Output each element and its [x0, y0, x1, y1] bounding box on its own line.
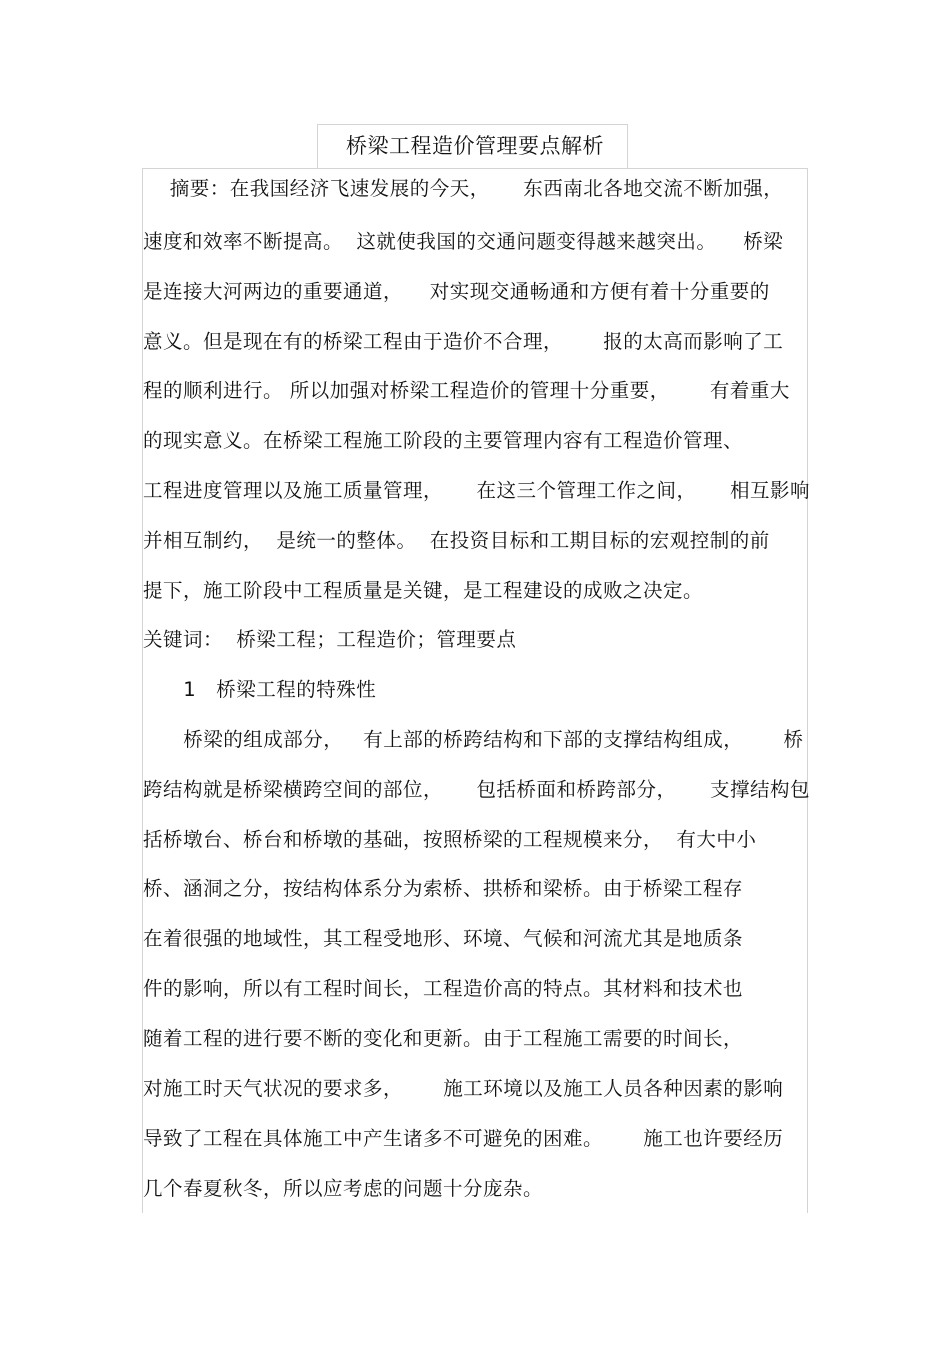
paragraph-line: 桥梁的组成部分， 有上部的桥跨结构和下部的支撑结构组成， 桥 [143, 728, 804, 751]
keywords-line: 关键词： 桥梁工程；工程造价；管理要点 [143, 628, 517, 651]
paragraph-line: 对施工时天气状况的要求多， 施工环境以及施工人员各种因素的影响 [143, 1077, 784, 1100]
paragraph-line: 速度和效率不断提高。 这就使我国的交通问题变得越来越突出。 桥梁 [143, 230, 784, 253]
paragraph-line: 随着工程的进行要不断的变化和更新。由于工程施工需要的时间长， [143, 1027, 744, 1050]
paragraph-line: 件的影响，所以有工程时间长，工程造价高的特点。其材料和技术也 [143, 977, 744, 1000]
paragraph-line: 意义。但是现在有的桥梁工程由于造价不合理， 报的太高而影响了工 [143, 330, 784, 353]
paragraph-line: 程的顺利进行。 所以加强对桥梁工程造价的管理十分重要， 有着重大 [143, 379, 790, 402]
paragraph-line: 桥、涵洞之分，按结构体系分为索桥、拱桥和梁桥。由于桥梁工程存 [143, 877, 744, 900]
paragraph-line: 的现实意义。在桥梁工程施工阶段的主要管理内容有工程造价管理、 [143, 429, 744, 452]
section-heading: 1 桥梁工程的特殊性 [143, 678, 377, 701]
paragraph-line: 括桥墩台、桥台和桥墩的基础，按照桥梁的工程规模来分， 有大中小 [143, 828, 757, 851]
paragraph-line: 提下，施工阶段中工程质量是关键，是工程建设的成败之决定。 [143, 579, 704, 602]
paragraph-line: 摘要：在我国经济飞速发展的今天， 东西南北各地交流不断加强， [143, 177, 784, 200]
paragraph-line: 导致了工程在具体施工中产生诸多不可避免的困难。 施工也许要经历 [143, 1127, 784, 1150]
paragraph-line: 在着很强的地域性，其工程受地形、环境、气候和河流尤其是地质条 [143, 927, 744, 950]
paragraph-line: 几个春夏秋冬，所以应考虑的问题十分庞杂。 [143, 1177, 544, 1200]
paragraph-line: 跨结构就是桥梁横跨空间的部位， 包括桥面和桥跨部分， 支撑结构包 [143, 778, 810, 801]
paragraph-line: 是连接大河两边的重要通道， 对实现交通畅通和方便有着十分重要的 [143, 280, 770, 303]
paragraph-line: 工程进度管理以及施工质量管理， 在这三个管理工作之间， 相互影响 [143, 479, 810, 502]
document-title: 桥梁工程造价管理要点解析 [346, 134, 604, 158]
paragraph-line: 并相互制约， 是统一的整体。 在投资目标和工期目标的宏观控制的前 [143, 529, 770, 552]
